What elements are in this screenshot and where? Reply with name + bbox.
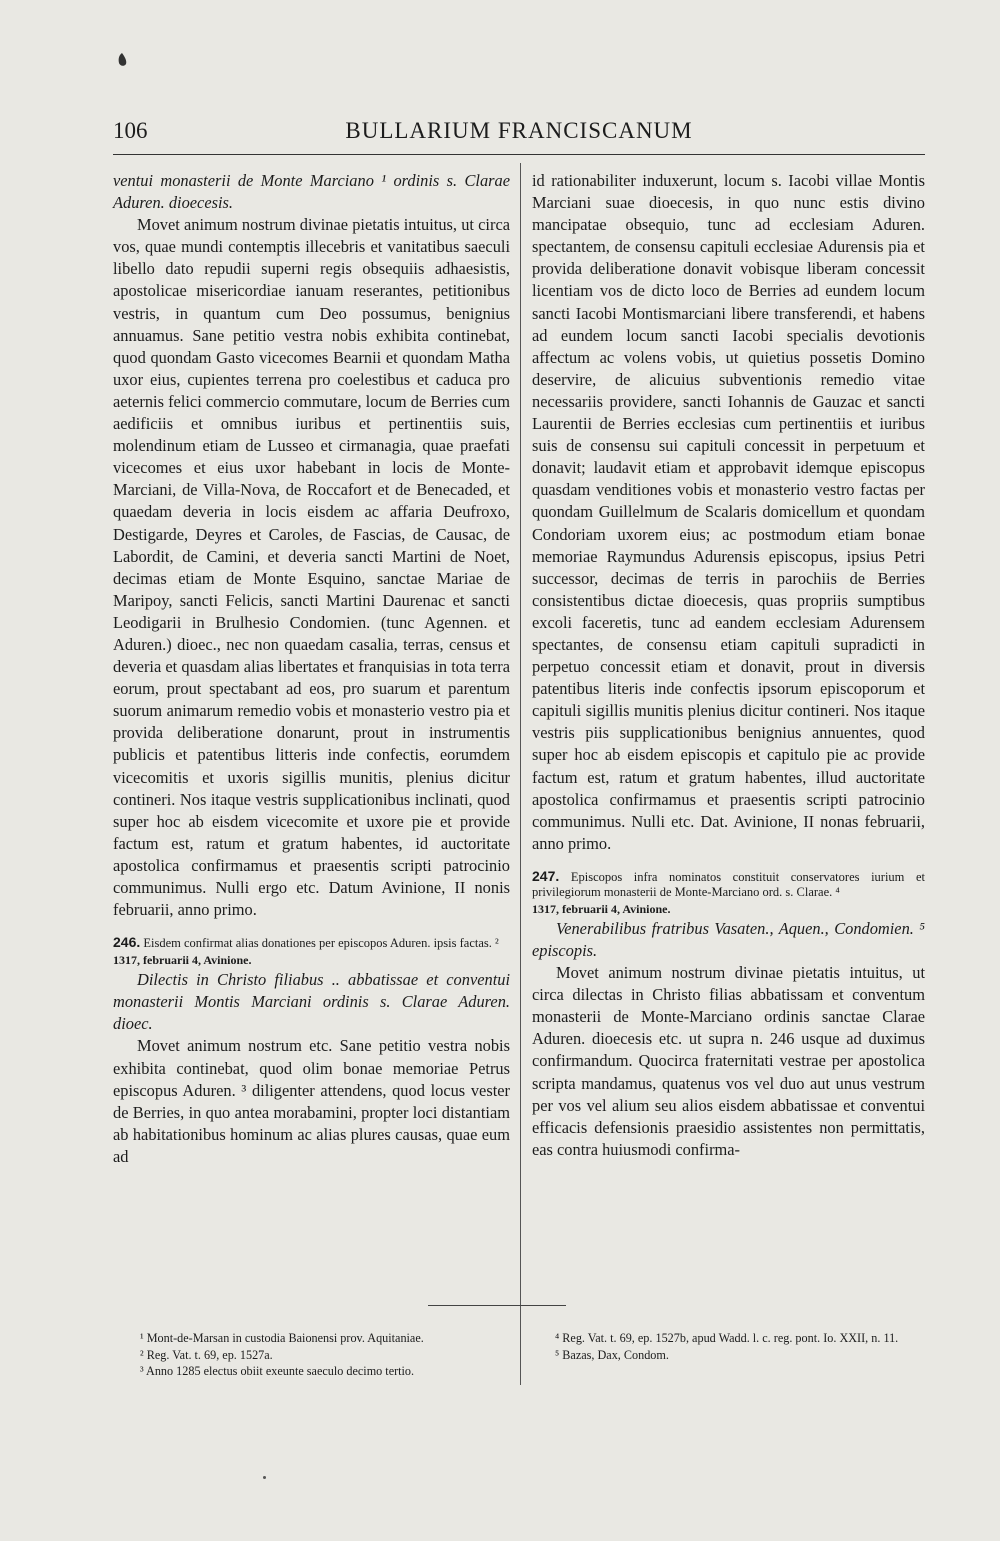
letter-body-continuation: id rationabiliter induxerunt, locum s. Iacobi villae Montis Marciani suae dioecesis, in quo nunc estis divino mancipatae obsequio, tunc ad ecclesiam Aduren. spectantem, de consensu capituli ecclesiae Adurensis pia et provida deliberatione donavit vobisque liberam concessit licentiam vos de dicto loco de Berries ad eundem locum sancti Iacobi Montismarciani libere transferendi, et habens ad eundem locum sancti Iacobi specialis devotionis affectum ac volens vobis, ut quietius possetis Domino deservire, de alicuius subventionis remedio vitae necessariis providere, sancti Iohannis de Gauzac et sancti Laurentii de Berries ecclesias cum pertinentiis et iuribus suis de consensu sui capituli concessit in perpetuum et donavit; laudavit etiam et approbavit idemque episcopus quasdam venditiones vobis et monasterio vestro factas per quondam Guillelmum de Scalaris domicellum et quondam Condoriam uxorem eius; ac postmodum etiam bonae memoriae Raymundus Adurensis episcopus, ipsius Petri successor, decimas de terris in parochiis de Berries consistentibus dictae dioecesis, quas propriis sumptibus excoli faceretis, tunc ad eandem ecclesiam Adurensem spectantes, de consensu etiam capituli supradicti in perpetuo concessit etiam et donavit, prout in diversis patentibus literis inde confectis ipsorum episcoporum et capituli sigillis munitis plenius dicitur contineri. Nos itaque vestris piis supplicationibus benignius annuentes, quod super hoc ab eisdem episcopis et capitulo pie ac provide factum est, ratum et gratum habentes, illud auctoritate apostolica confirmamus et praesentis scripti patrocinio communimus. Nulli etc. Dat. Avinione, II nonas februarii, anno primo. — [532, 171, 925, 853]
regest-text: Eisdem confirmat alias donationes per episcopos Aduren. ipsis factas. ² — [143, 936, 499, 951]
footnote-5: ⁵ Bazas, Dax, Condom. — [555, 1347, 669, 1362]
letter-body-paragraph: Movet animum nostrum divinae pietatis intuitus, ut circa dilectas in Christo filias abbatissam et conventum monasterii de Monte-Marciano ordinis sanctae Clarae Aduren. dioecesis etc. ut supra n. 246 usque ad duximus confirmandum. Quocirca fraternitati vestrae per apostolica scripta mandamus, quatenus vos vel duo aut unus vestrum per vos vel alium seu alios eisdem abbatissae et conventui efficacis defensionis praesidio assistentes non permittatis, eas contra huiusmodi confirma- — [532, 963, 925, 1159]
print-speck — [263, 1476, 266, 1479]
document-date: 1317, februarii 4, Avinione. — [113, 953, 252, 968]
document-number: 246. — [113, 934, 141, 951]
letter-address: Dilectis in Christo filiabus .. abbatissae et conventui monasterii Montis Marciani ordinis s. Clarae Aduren. dioec. — [113, 970, 510, 1034]
document-date: 1317, februarii 4, Avinione. — [532, 901, 671, 916]
header-rule — [113, 154, 925, 155]
right-column — [532, 170, 925, 1161]
page-number: 106 — [113, 118, 148, 143]
regest-247 — [532, 869, 925, 900]
regest-246 — [113, 935, 510, 951]
footnote-rule — [428, 1305, 566, 1306]
running-title: BULLARIUM FRANCISCANUM — [345, 118, 693, 143]
page-header — [113, 118, 925, 150]
footnote-4: ⁴ Reg. Vat. t. 69, ep. 1527b, apud Wadd. l. c. reg. pont. Io. XXII, n. 11. — [555, 1331, 899, 1345]
footnotes-right — [555, 1330, 927, 1363]
address-continuation: ventui monasterii de Monte Marciano ¹ ordinis s. Clarae Aduren. dioecesis. — [113, 171, 510, 213]
letter-body-paragraph: Movet animum nostrum divinae pietatis intuitus, ut circa vos, quae mundi contemptis illecebris et vanitatibus saeculi libello dato repudii superni regis obsequiis adhaesistis, apostolicae misericordiae ianuam reserantes, petitionibus vestris, in quantum cum Deo possumus, benignius annuamus. Sane petitio vestra nobis exhibita continebat, quod quondam Gasto vicecomes Bearnii et quondam Matha uxor eius, cupientes terrena pro coelestibus et caduca pro aeternis felici commercio commutare, locum de Berries cum aedificiis et omnibus iuribus et pertinentiis suis, molendinum etiam de Lusseo et cirmanagia, quae praefati vicecomes et eius uxor habebant in locis de Monte-Marciani, de Villa-Nova, de Roccafort et de Benecaded, et quaedam deveria in locis eisdem ac affaria Deufroxo, Destigarde, Deyres et Caroles, de Fascias, de Causac, de Labordit, de Camini, et deveria sancti Martini de Noet, decimas etiam de Monte Esquino, sanctae Mariae de Maripoy, sancti Felicis, sancti Martini Daurenac et sancti Leodigarii in Brulhesio Condomien. (tunc Agennen. et Aduren.) dioec., nec non quaedam casalia, terras, census et deveria et quasdam alias libertates et franquisias in tota terra eorum, prout spectabant ad eos, pro suarum et parentum suorum animarum remedio vobis et monasterio vestro pia et provida deliberatione donarunt, prout in instrumentis publicis et patentibus litteris inde confectis, eorumdem vicecomitis et uxoris sigillis munitis, plenius dicitur contineri. Nos itaque vestris supplicationibus inclinati, quod super hoc ab eisdem vicecomite et uxore pie et provide factum est, ratum et gratum habentes, id auctoritate apostolica confirmamus et praesentis scripti patrocinio communimus. Nulli ergo etc. Datum Avinione, II nonis februarii, anno primo. — [113, 215, 510, 920]
regest-text: Episcopos infra nominatos constituit conservatores iurium et privilegiorum monasterii de Monte-Marciano ord. s. Clarae. ⁴ — [532, 869, 926, 899]
footnote-2: ² Reg. Vat. t. 69, ep. 1527a. — [140, 1347, 273, 1362]
left-column — [113, 170, 510, 1168]
footnote-1: ¹ Mont-de-Marsan in custodia Baionensi prov. Aquitaniae. — [140, 1331, 424, 1345]
document-number: 247. — [532, 867, 560, 884]
letter-address: Venerabilibus fratribus Vasaten., Aquen., Condomien. ⁵ episcopis. — [532, 918, 925, 960]
column-divider — [520, 163, 521, 1385]
footnote-3: ³ Anno 1285 electus obiit exeunte saeculo decimo tertio. — [140, 1364, 415, 1378]
footnotes-left — [140, 1330, 520, 1380]
letter-body-paragraph: Movet animum nostrum etc. Sane petitio vestra nobis exhibita continebat, quod olim bonae memoriae Petrus episcopus Aduren. ³ diligenter attendens, quod locus vester de Berries, in quo antea morabamini, propter loci distantiam ab habitationibus hominum ac alias plures causas, quae eum ad — [113, 1036, 510, 1166]
printer-mark-icon — [116, 52, 128, 68]
